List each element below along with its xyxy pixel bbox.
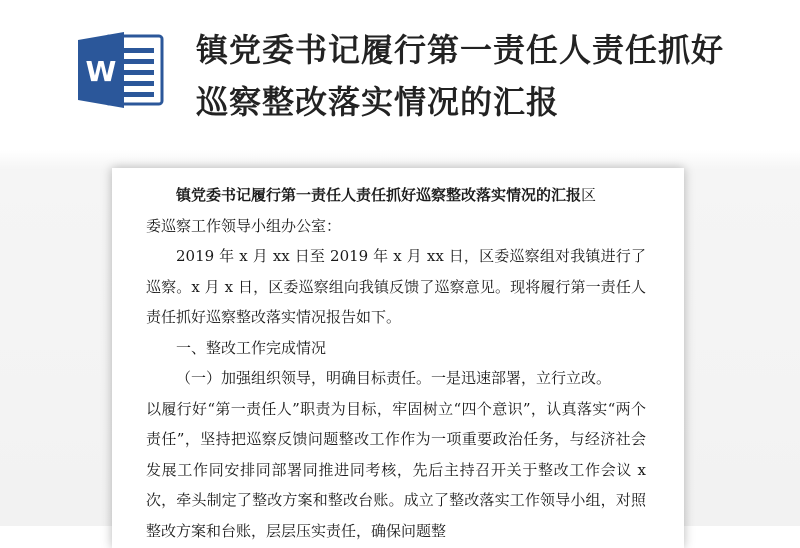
document-title: 镇党委书记履行第一责任人责任抓好巡察整改落实情况的汇报 — [176, 186, 582, 204]
document-body — [146, 180, 646, 546]
document-title-line — [146, 180, 646, 211]
page-title: 镇党委书记履行第一责任人责任抓好巡察整改落实情况的汇报 — [196, 31, 725, 121]
addressee: 委巡察工作领导小组办公室： — [146, 216, 342, 235]
addressee-lead: 区 — [581, 186, 597, 204]
word-document-icon — [76, 30, 166, 110]
header-banner — [0, 0, 800, 160]
word-icon-letter: W — [85, 55, 117, 88]
section-heading-1: 一、整改工作完成情况 — [176, 338, 327, 357]
paragraph-1: 2019 年 x 月 xx 日至 2019 年 x 月 xx 日，区委巡察组对我镇进行了巡察。x 月 x 日，区委巡察组向我镇反馈了巡察意见。现将履行第一责任人责任抓好巡察整改落实情况报告如下。 — [146, 247, 646, 326]
paragraph-2-body: 以履行好“第一责任人”职责为目标，牢固树立“四个意识”，认真落实“两个责任”，坚持把巡察反馈问题整改工作作为一项重要政治任务，与经济社会发展工作同安排同部署同推进同考核，先后主持召开关于整改工作会议 x 次，牵头制定了整改方案和整改台账。成立了整改落实工作领导小组，对照整改方案和台账，层层压实责任，确保问题整 — [146, 399, 646, 540]
paragraph-2-lead: （一）加强组织领导，明确目标责任。一是迅速部署，立行立改。 — [176, 369, 612, 387]
